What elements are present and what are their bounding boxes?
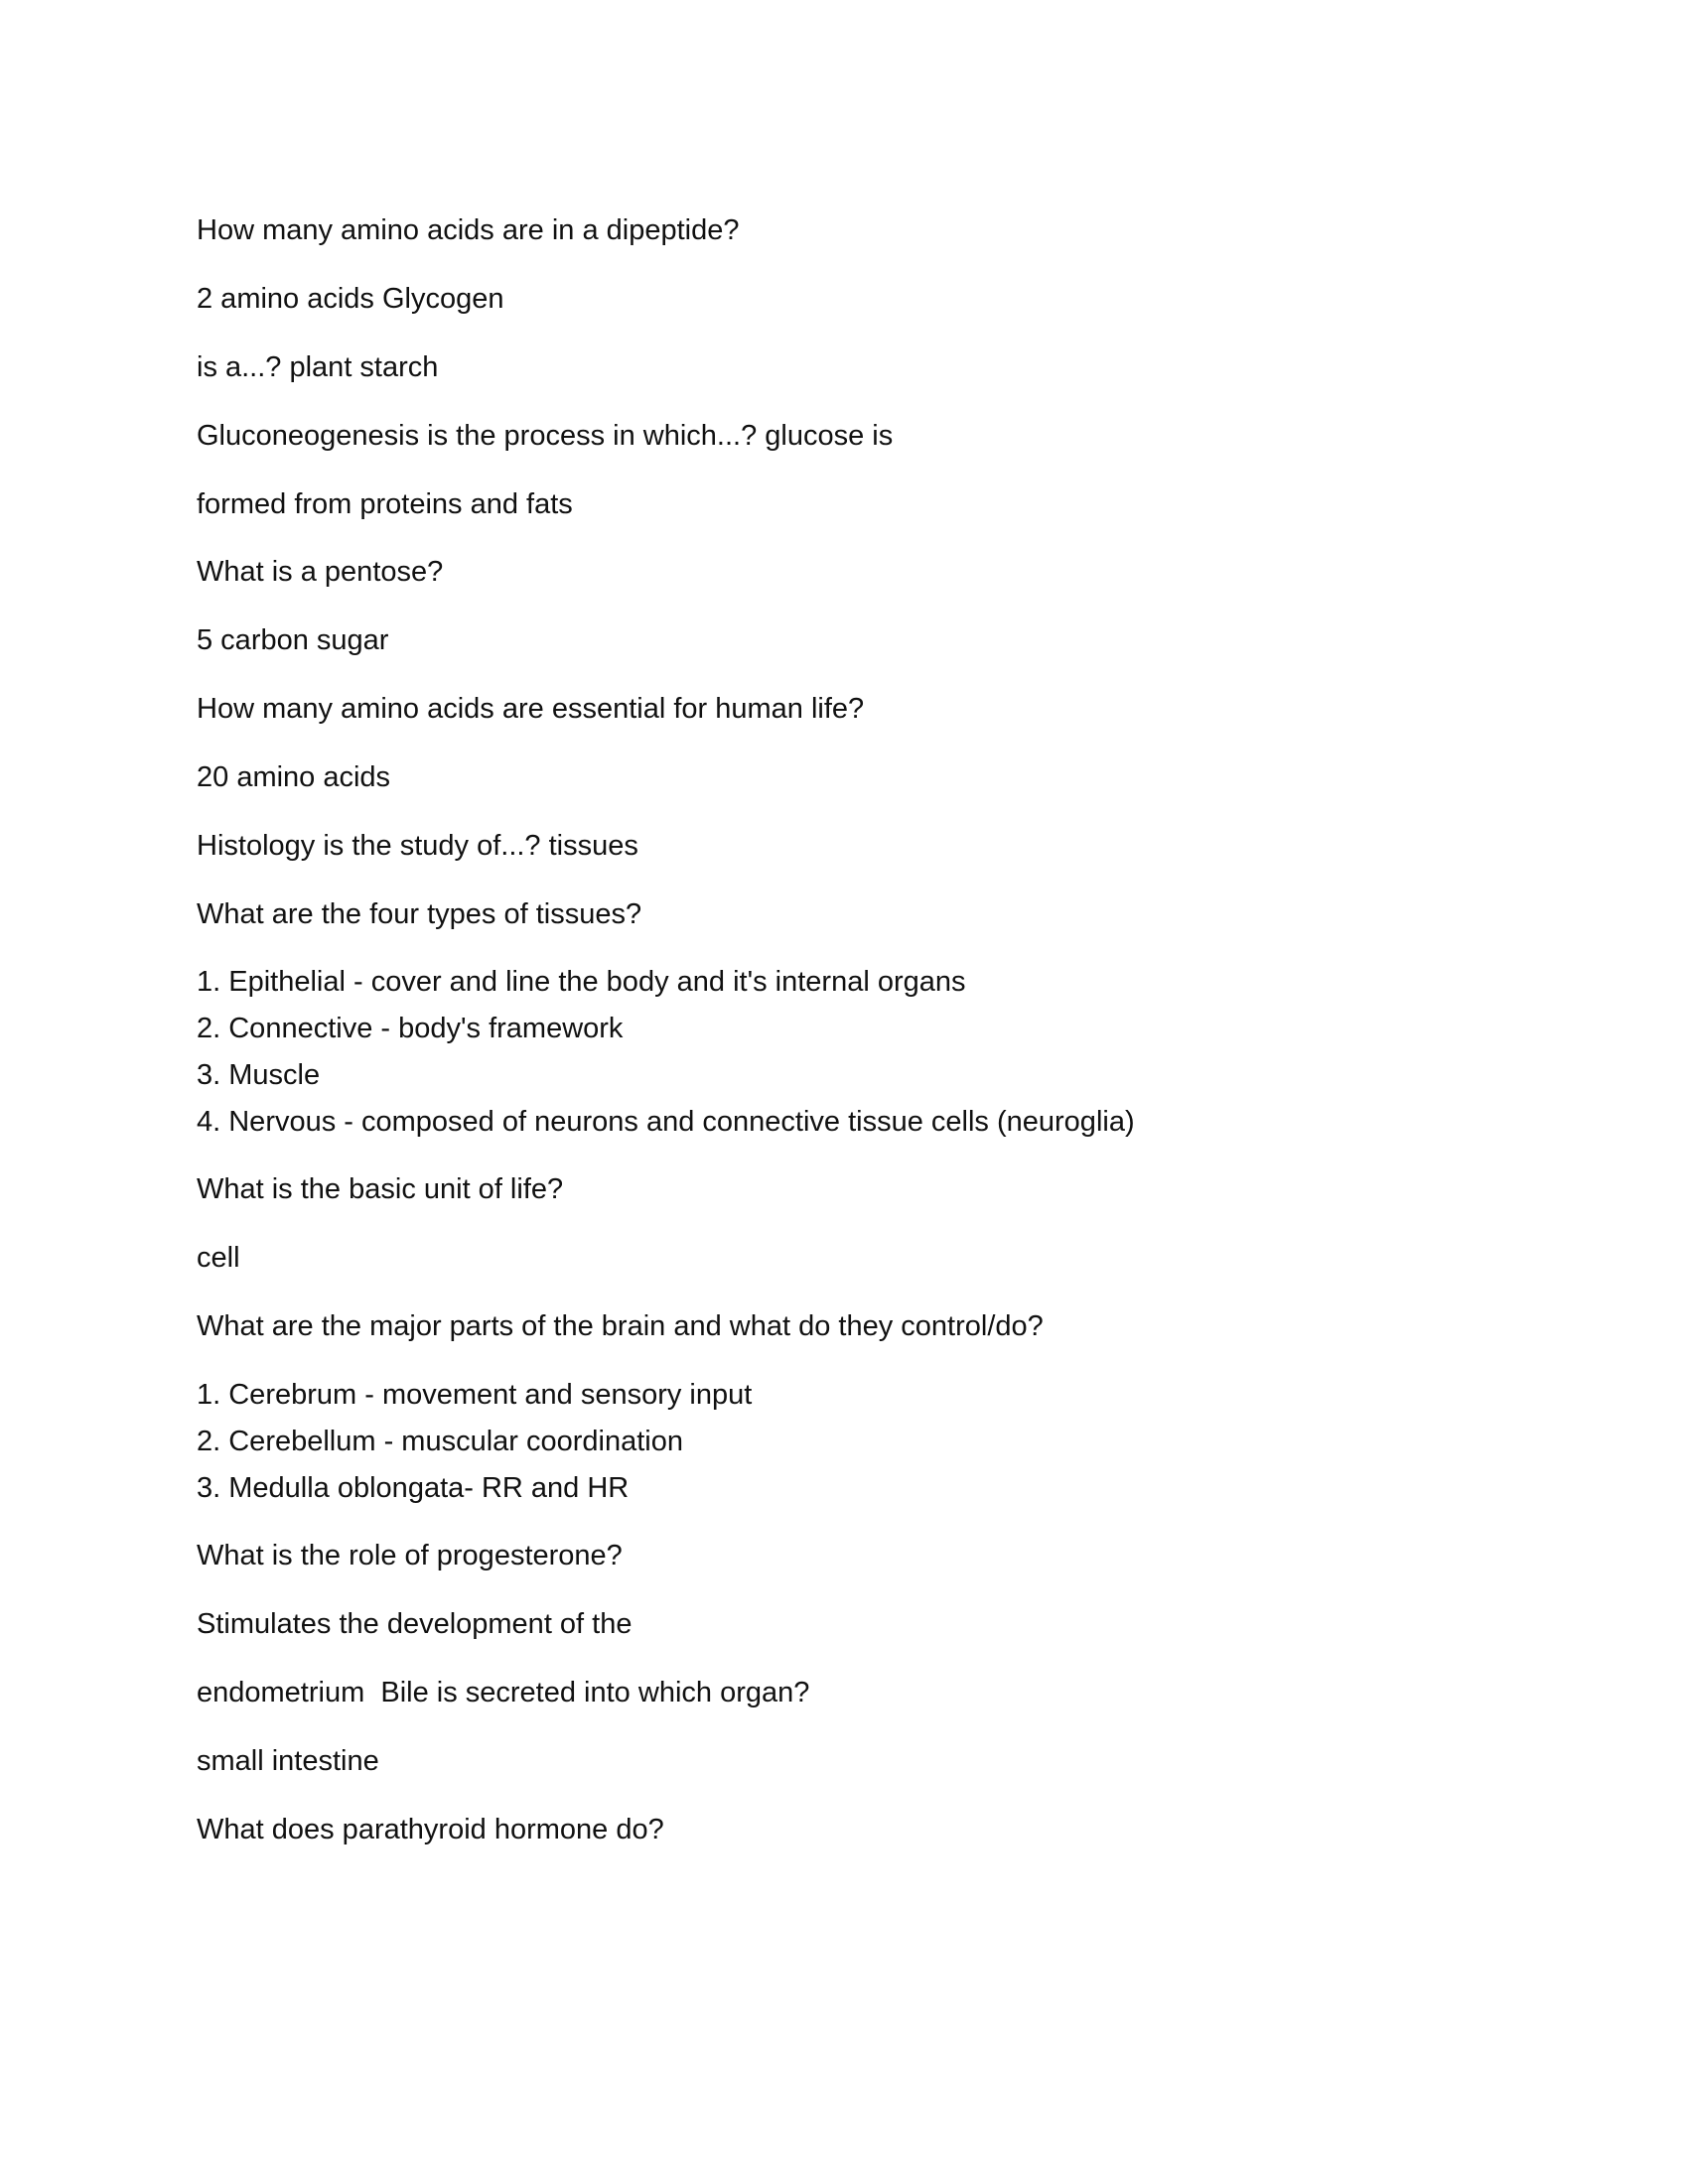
answer-brain-medulla: 3. Medulla oblongata- RR and HR [197,1472,630,1504]
question-pentose: What is a pentose? [197,556,444,588]
answer-brain-cerebellum: 2. Cerebellum - muscular coordination [197,1426,683,1457]
question-bile: endometrium Bile is secreted into which organ? [197,1677,810,1708]
answer-basic-unit-of-life: cell [197,1242,240,1274]
question-parathyroid-hormone: What does parathyroid hormone do? [197,1814,664,1845]
answer-dipeptide: 2 amino acids Glycogen [197,283,504,315]
question-gluconeogenesis: Gluconeogenesis is the process in which...? glucose is [197,420,894,452]
question-progesterone: What is the role of progesterone? [197,1540,623,1571]
question-basic-unit-of-life: What is the basic unit of life? [197,1173,564,1205]
answer-glycogen: is a...? plant starch [197,351,439,383]
question-dipeptide: How many amino acids are in a dipeptide? [197,214,740,246]
answer-essential-amino-acids: 20 amino acids [197,761,391,793]
answer-bile: small intestine [197,1745,379,1777]
question-tissue-types: What are the four types of tissues? [197,898,642,930]
question-essential-amino-acids: How many amino acids are essential for human life? [197,693,865,725]
answer-tissue-muscle: 3. Muscle [197,1059,321,1091]
answer-tissue-connective: 2. Connective - body's framework [197,1013,624,1044]
question-histology: Histology is the study of...? tissues [197,830,638,862]
answer-gluconeogenesis: formed from proteins and fats [197,488,573,520]
answer-tissue-epithelial: 1. Epithelial - cover and line the body and it's internal organs [197,966,966,998]
question-brain-parts: What are the major parts of the brain and what do they control/do? [197,1310,1044,1342]
answer-pentose: 5 carbon sugar [197,624,389,656]
answer-progesterone: Stimulates the development of the [197,1608,633,1640]
answer-brain-cerebrum: 1. Cerebrum - movement and sensory input [197,1379,753,1411]
answer-tissue-nervous: 4. Nervous - composed of neurons and connective tissue cells (neuroglia) [197,1106,1135,1138]
